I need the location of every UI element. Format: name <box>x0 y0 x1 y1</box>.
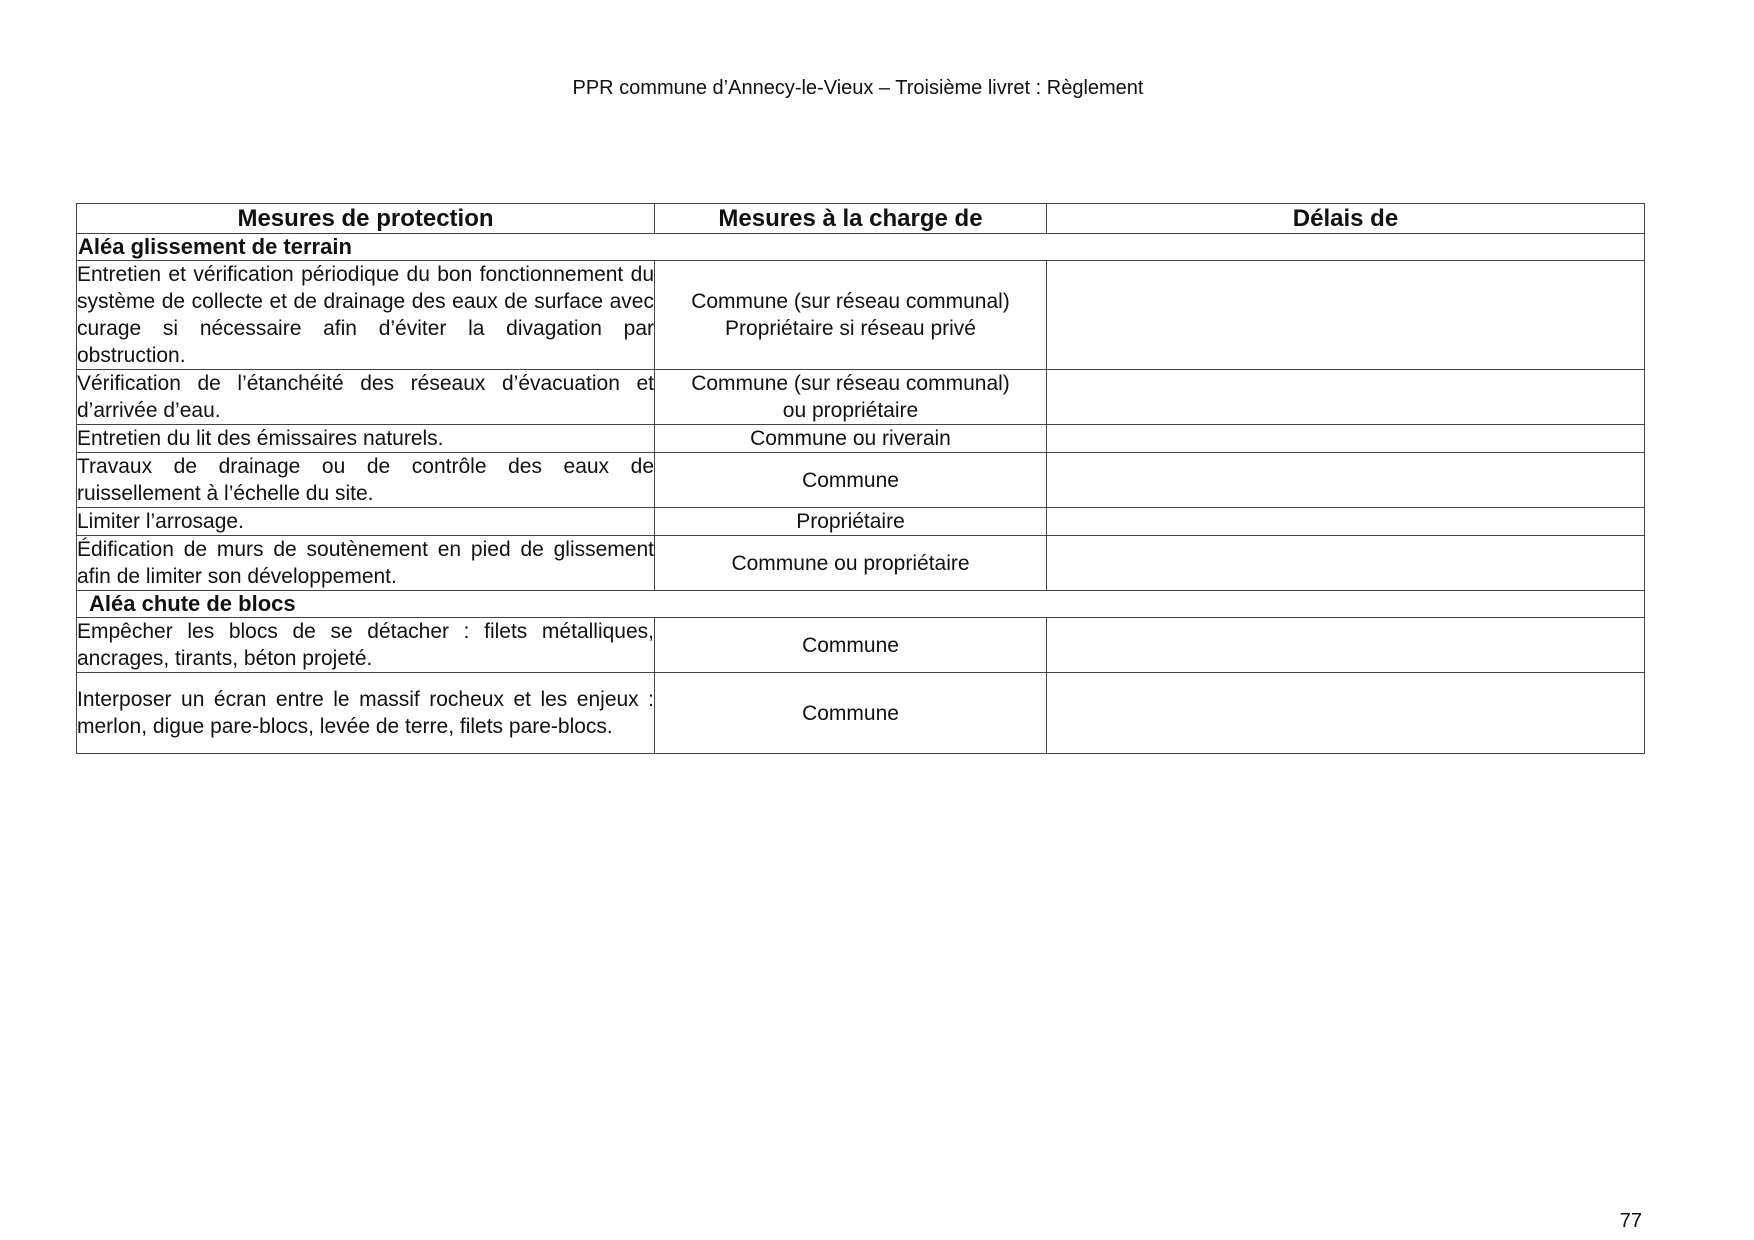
responsible-cell <box>655 370 1047 425</box>
table-row <box>77 425 1645 453</box>
column-header-responsible: Mesures à la charge de <box>655 204 1047 234</box>
responsible-cell: Commune ou propriétaire <box>655 536 1047 591</box>
delay-cell <box>1047 453 1645 508</box>
table-row <box>77 673 1645 754</box>
responsible-line: ou propriétaire <box>782 399 919 422</box>
measure-cell: Vérification de l’étanchéité des réseaux d’évacuation et d’arrivée d’eau. <box>77 370 655 425</box>
measure-cell: Interposer un écran entre le massif rocheux et les enjeux : merlon, digue pare-blocs, levée de terre, filets pare-blocs. <box>77 673 655 754</box>
section-title-landslide: Aléa glissement de terrain <box>77 234 1645 261</box>
responsible-cell <box>655 261 1047 370</box>
measure-cell: Limiter l’arrosage. <box>77 508 655 536</box>
measure-cell: Entretien et vérification périodique du bon fonctionnement du système de collecte et de drainage des eaux de surface avec curage si nécessaire afin d’éviter la divagation par obstruction. <box>77 261 655 370</box>
table-row <box>77 370 1645 425</box>
page-header: PPR commune d’Annecy-le-Vieux – Troisième livret : Règlement <box>572 77 1144 99</box>
responsible-line: Commune (sur réseau communal) <box>691 290 1010 313</box>
delay-cell <box>1047 370 1645 425</box>
table-row <box>77 618 1645 673</box>
measure-cell: Travaux de drainage ou de contrôle des eaux de ruissellement à l’échelle du site. <box>77 453 655 508</box>
delay-cell <box>1047 508 1645 536</box>
table-row <box>77 453 1645 508</box>
delay-cell <box>1047 536 1645 591</box>
measure-cell: Entretien du lit des émissaires naturels. <box>77 425 655 453</box>
column-header-delay: Délais de <box>1047 204 1645 234</box>
responsible-cell: Commune <box>655 453 1047 508</box>
responsible-cell: Propriétaire <box>655 508 1047 536</box>
responsible-line: Propriétaire si réseau privé <box>725 317 976 340</box>
section-row-landslide <box>77 234 1645 261</box>
protection-measures-table <box>76 203 1645 754</box>
delay-cell <box>1047 261 1645 370</box>
delay-cell <box>1047 673 1645 754</box>
measure-cell: Empêcher les blocs de se détacher : filets métalliques, ancrages, tirants, béton projeté. <box>77 618 655 673</box>
table-row <box>77 261 1645 370</box>
responsible-line: Commune (sur réseau communal) <box>691 372 1010 395</box>
page-number: 77 <box>1619 1210 1642 1232</box>
responsible-cell: Commune <box>655 673 1047 754</box>
delay-cell <box>1047 618 1645 673</box>
table-header-row <box>77 204 1645 234</box>
measure-cell: Édification de murs de soutènement en pied de glissement afin de limiter son développement. <box>77 536 655 591</box>
table-row <box>77 536 1645 591</box>
section-row-rockfall <box>77 591 1645 618</box>
responsible-cell: Commune <box>655 618 1047 673</box>
section-title-rockfall: Aléa chute de blocs <box>77 591 1645 618</box>
delay-cell <box>1047 425 1645 453</box>
responsible-cell: Commune ou riverain <box>655 425 1047 453</box>
table-row <box>77 508 1645 536</box>
column-header-measures: Mesures de protection <box>77 204 655 234</box>
